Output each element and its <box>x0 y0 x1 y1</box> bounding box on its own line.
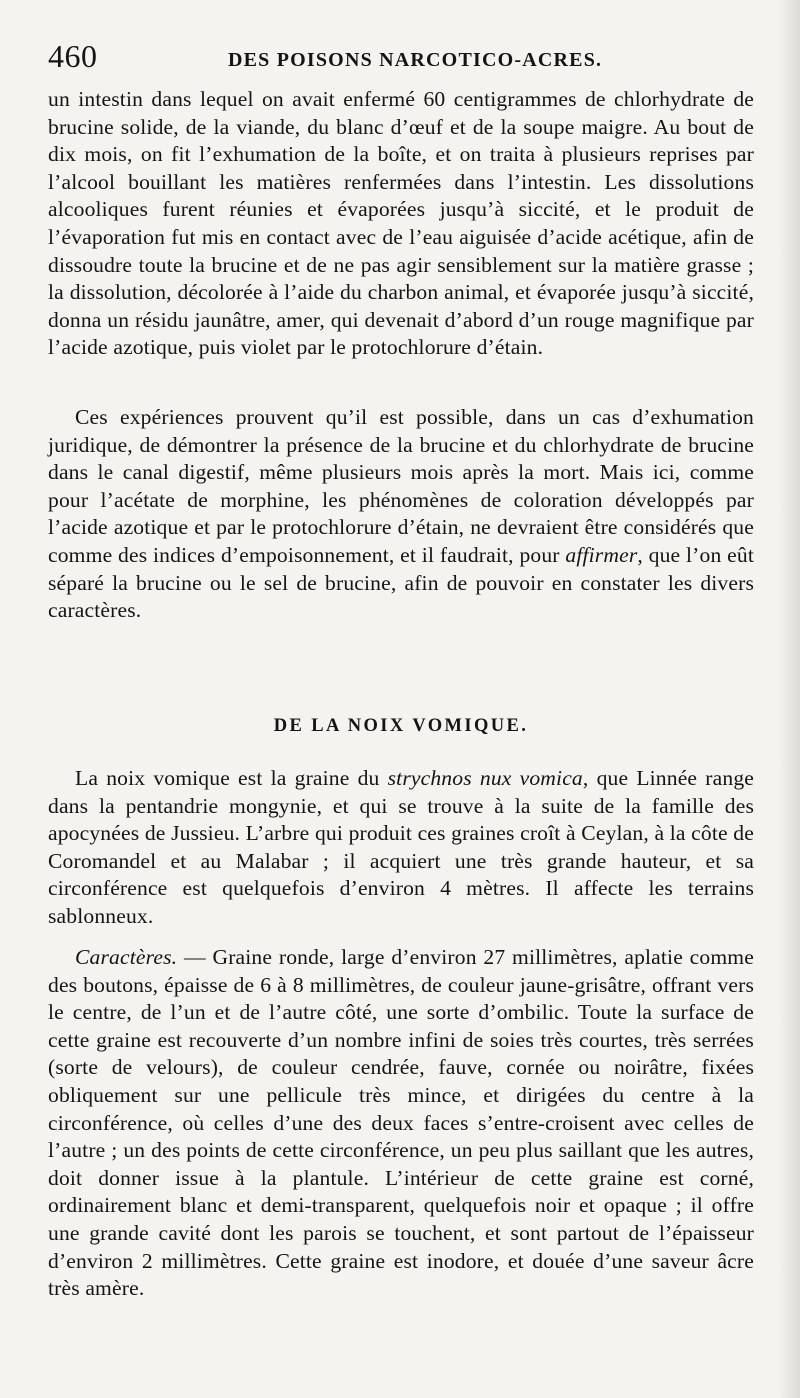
page-header <box>48 38 752 82</box>
section-heading: DE LA NOIX VOMIQUE. <box>273 716 529 736</box>
emphasis-affirmer: affirmer <box>565 542 638 567</box>
paragraph-caracteres <box>48 944 754 1303</box>
caracteres-lead: Caractères. <box>75 945 178 969</box>
paragraph-continuation <box>48 86 754 362</box>
caracteres-text: — Graine ronde, large d’environ 27 millimètres, aplatie comme des boutons, épaisse de 6 à 8 millimètres, de couleur jaune-grisâtre, offrant vers le centre, de l’un et de l’autre côté, une sorte d’ombilic. Toute la surface de cette graine est recouverte d’un nombre infini de soies très courtes, très serrées (sorte de velours), de couleur cendrée, fauve, cornée ou noirâtre, fixées obliquement sur une pellicule très mince, et dirigées du centre à la circonférence, où celles d’une des deux faces s’entre-croisent avec celles de l’autre ; un des points de cette circonférence, un peu plus saillant que les autres, doit donner issue à la plantule. L’intérieur de cette graine est corné, ordinairement blanc et demi-transparent, quelquefois noir et opaque ; il offre une grande cavité dont les parois se touchent, et sont partout de l’épaisseur d’environ 2 millimètres. Cette graine est inodore, et douée d’une saveur âcre très amère. <box>48 945 754 1301</box>
paragraph-text-start: Ces expériences prouvent qu’il est possible, dans un cas d’exhumation juridique, de démontrer la présence de la brucine et du chlorhydrate de brucine dans le canal digestif, même plusieurs mois après la mort. Mais ici, comme pour l’acétate de morphine, les phénomènes de coloration développés par l’acide azotique et par le protochlorure d’étain, ne devraient être considérés que comme des indices d’empoisonnement, et il faudrait, pour <box>48 405 754 567</box>
paragraph-text <box>48 944 754 1303</box>
emphasis-species-name: strychnos nux vomica <box>387 766 583 790</box>
paragraph-text <box>48 765 754 931</box>
page-number: 460 <box>48 38 98 74</box>
running-title: DES POISONS NARCOTICO-ACRES. <box>228 49 603 71</box>
paragraph-text-start: La noix vomique est la graine du <box>75 766 388 790</box>
paragraph-brucine-conclusion <box>48 404 754 625</box>
paragraph-text-end: , que l’on eût séparé la brucine ou le sel de brucine, afin de pouvoir en constater les divers caractères. <box>48 542 754 623</box>
paragraph-text <box>48 404 754 625</box>
page-edge-shadow <box>778 0 800 1398</box>
paragraph-noix-vomique-intro <box>48 765 754 931</box>
paragraph-text-end: , que Linnée range dans la pentandrie mongynie, et qui se trouve à la suite de la famille des apocynées de Jussieu. L’arbre qui produit ces graines croît à Ceylan, à la côte de Coromandel et au Malabar ; il acquiert une très grande hauteur, et sa circonférence est quelquefois d’environ 4 mètres. Il affecte les terrains sablonneux. <box>48 766 754 928</box>
paragraph-text: un intestin dans lequel on avait enfermé 60 centigrammes de chlorhydrate de brucine solide, de la viande, du blanc d’œuf et de la soupe maigre. Au bout de dix mois, on fit l’exhumation de la boîte, et on traita à plusieurs reprises par l’alcool bouillant les matières renfermées dans l’intestin. Les dissolutions alcooliques furent réunies et évaporées jusqu’à siccité, et le produit de l’évaporation fut mis en contact avec de l’eau aiguisée d’acide acétique, afin de dissoudre toute la brucine et de ne pas agir sensiblement sur la matière grasse ; la dissolution, décolorée à l’aide du charbon animal, et évaporée jusqu’à siccité, donna un résidu jaunâtre, amer, qui devenait d’abord d’un rouge magnifique par l’acide azotique, puis violet par le protochlorure d’étain. <box>48 87 754 360</box>
